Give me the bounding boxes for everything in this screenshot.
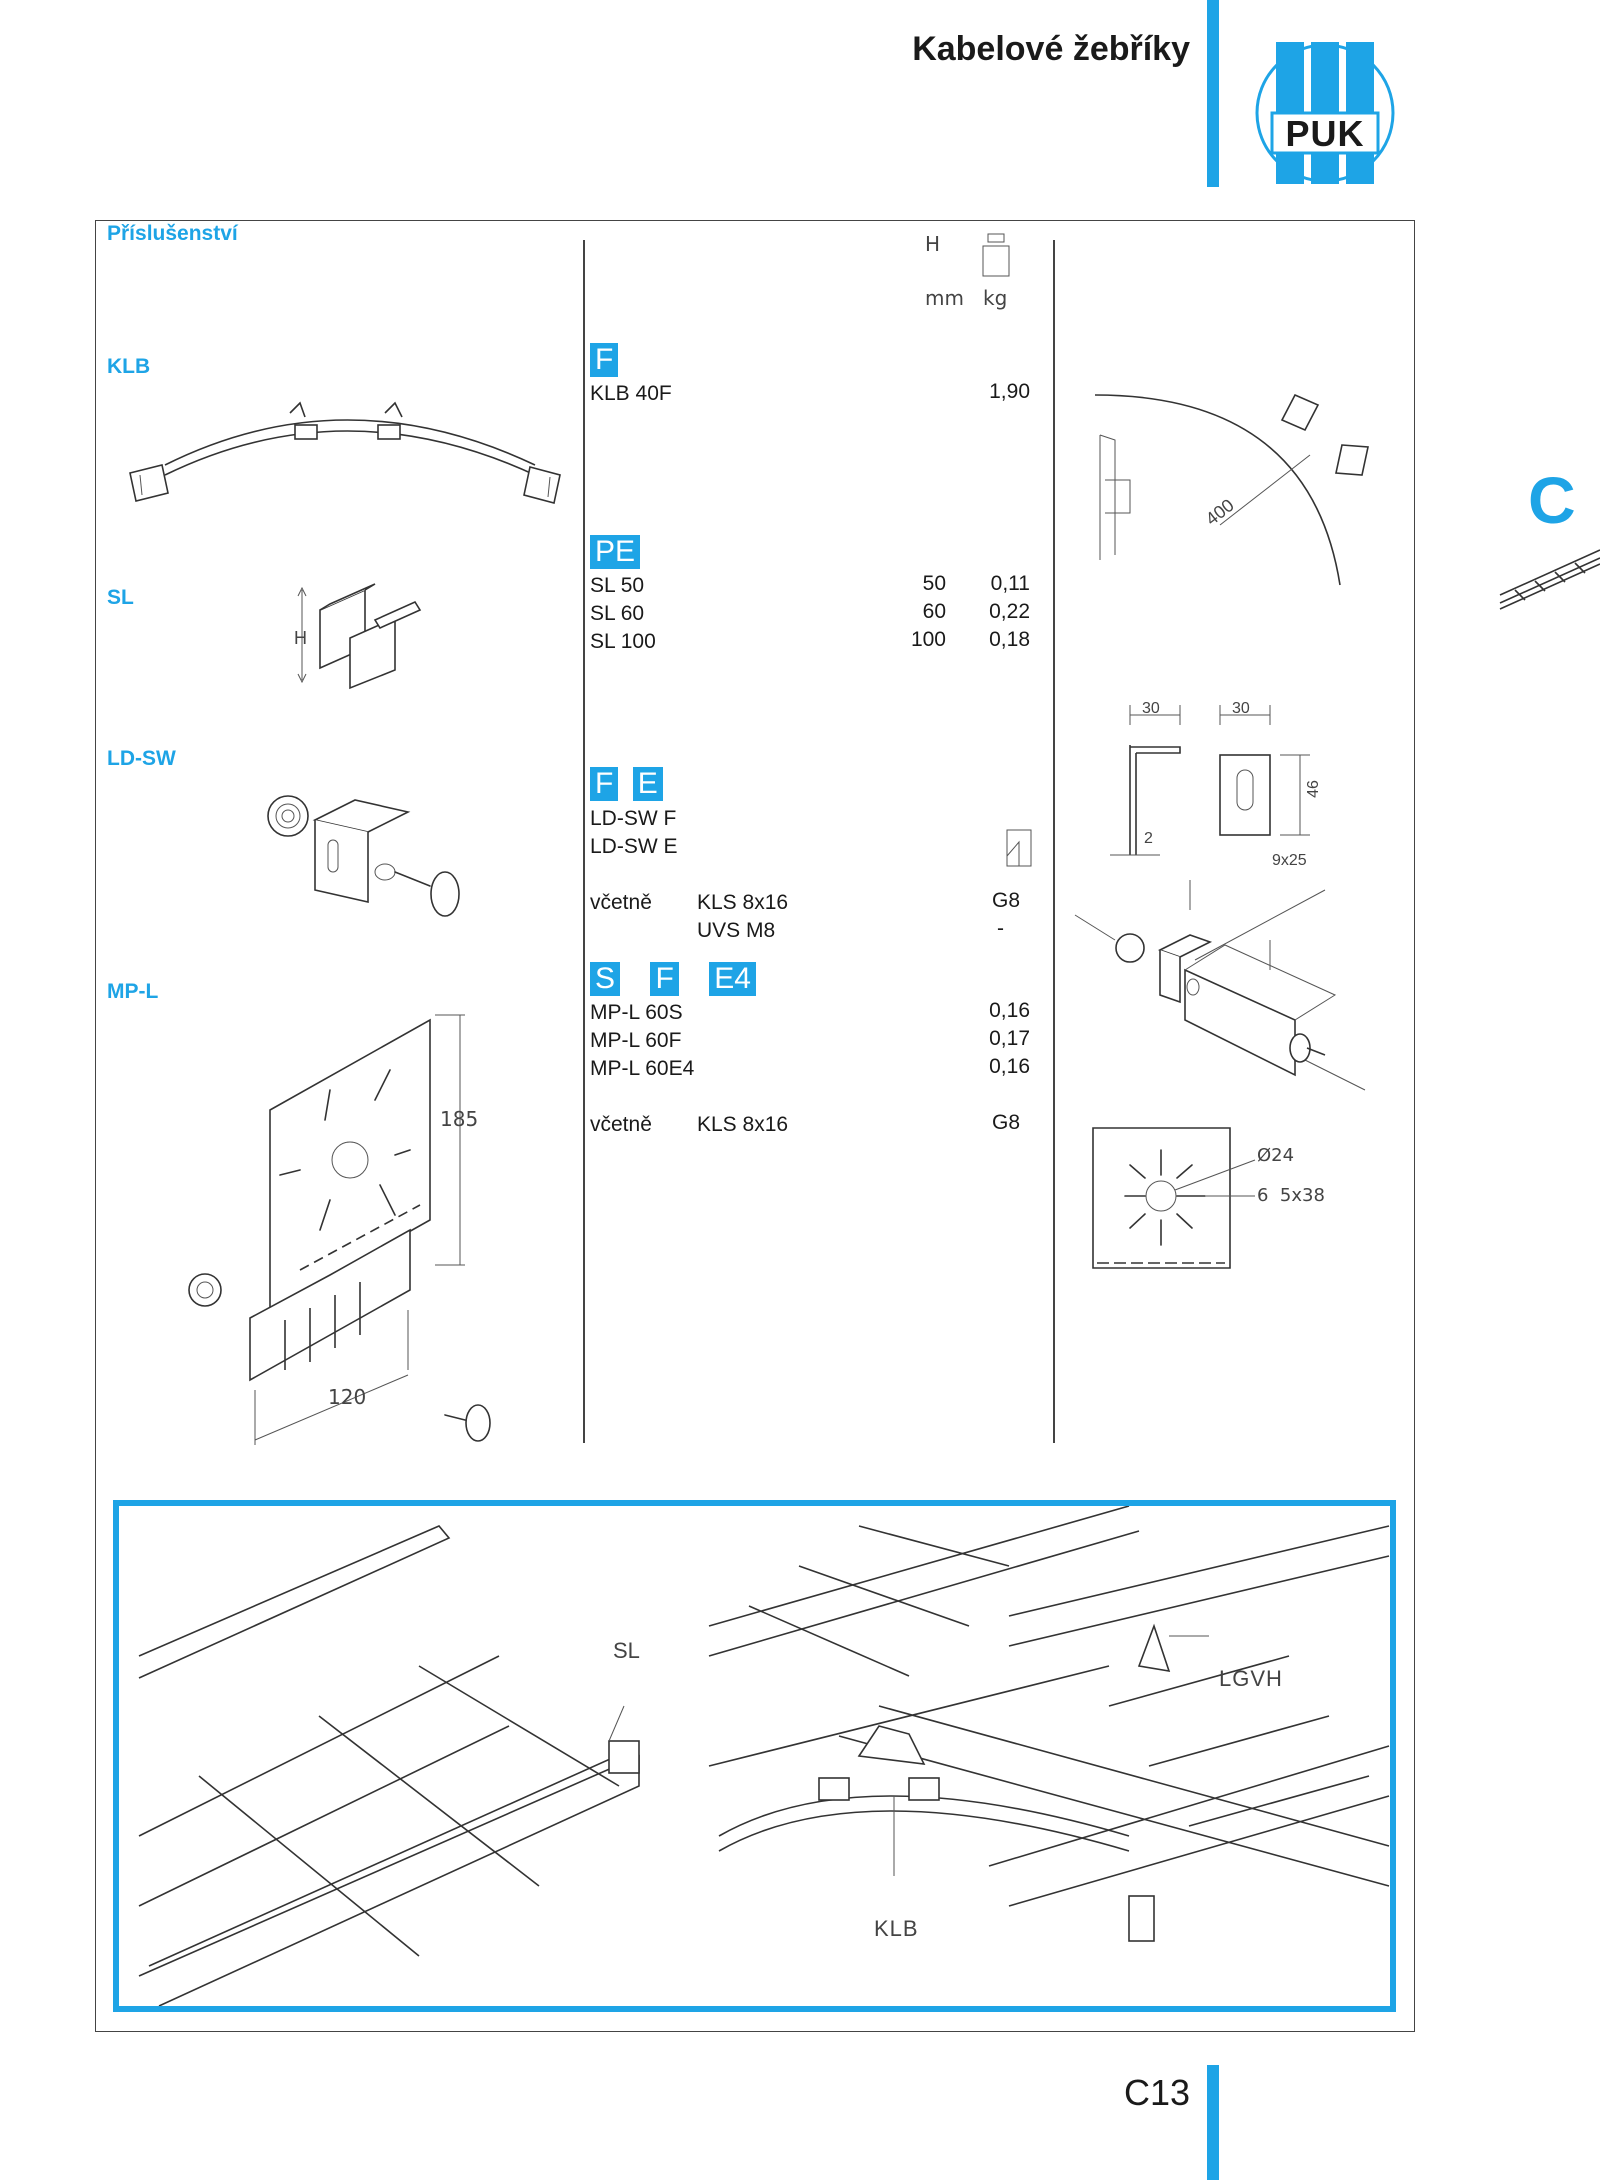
column-divider-left [583,240,585,1443]
footer-accent-bar [1207,2065,1219,2180]
header-accent-bar [1207,0,1219,187]
ldsw-w1-label: 30 [1142,700,1160,717]
sl-drawing [290,580,450,700]
page-number: C13 [1123,2072,1190,2113]
right-junction-drawing [709,1506,1389,2006]
mpl-row-2-kg: 0,17 [989,1027,1030,1050]
sl-row-1-code: SL 50 [590,574,645,597]
ldsw-include-1-value: G8 [991,889,1020,912]
sl-row-2-code: SL 60 [590,602,645,625]
assembly-illustration-box [113,1500,1396,2012]
photo-label-sl: SL [613,1638,640,1663]
mpl-row-2-code: MP-L 60F [590,1029,682,1052]
ldsw-row-2-code: LD-SW E [590,835,678,858]
ldsw-slot-label: 9x25 [1272,852,1307,869]
badge-pe: PE [590,535,640,569]
category-ldsw: LD-SW [107,747,176,770]
ldsw-include-2-value: - [997,917,1004,940]
ldsw-include-1-item: KLS 8x16 [697,891,789,914]
klb-radius-drawing [1080,385,1380,595]
mpl-include-1-item: KLS 8x16 [697,1113,789,1136]
category-mpl: MP-L [107,980,159,1003]
left-ladder-drawing [119,1506,679,2006]
puk-logo-text: PUK [1285,113,1365,154]
page-title: Kabelové žebříky [912,30,1190,68]
sl-row-3-kg: 0,18 [989,628,1030,651]
badge-f: F [650,962,678,996]
h-symbol: H [925,232,941,256]
klb-kg: 1,90 [989,380,1030,403]
badge-f: F [590,767,618,801]
sl-row-1-kg: 0,11 [990,572,1030,595]
badge-e: E [633,767,663,801]
mpl-badges [590,962,756,996]
mpl-row-3-code: MP-L 60E4 [590,1057,695,1080]
ldsw-t-label: 2 [1144,830,1153,847]
badge-s: S [590,962,620,996]
ldsw-drawing [260,790,470,940]
photo-label-klb: KLB [874,1916,919,1941]
note-icon [1005,828,1033,868]
mpl-row-1-kg: 0,16 [989,999,1030,1022]
h-unit: mm [925,286,964,310]
photo-label-lgvh: LGVH [1219,1666,1283,1691]
sl-badges [590,535,640,569]
klb-drawing [120,395,570,525]
mpl-h-label: 185 [440,1107,479,1131]
sl-row-1-h: 50 [922,572,946,595]
ldsw-include-2-item: UVS M8 [697,919,776,942]
klb-radius-label: 400 [1201,494,1238,530]
mpl-row-1-code: MP-L 60S [590,1001,683,1024]
sl-row-3-code: SL 100 [590,630,656,653]
column-divider-right [1053,240,1055,1443]
category-sl: SL [107,586,134,609]
klb-code: KLB 40F [590,382,672,405]
weight-icon [980,232,1012,278]
sl-row-3-h: 100 [910,628,946,651]
mpl-includes-label: včetně [590,1113,652,1136]
section-title: Příslušenství [107,222,238,245]
weight-unit: kg [983,286,1008,310]
category-klb: KLB [107,355,151,378]
ldsw-h-label: 46 [1304,780,1322,798]
side-tab-ladder-icon [1500,545,1600,615]
mpl-include-1-value: G8 [991,1111,1020,1134]
ldsw-row-1-code: LD-SW F [590,807,677,830]
ldsw-badges [590,767,663,801]
sl-row-2-kg: 0,22 [989,600,1030,623]
ldsw-assembly-drawing [1075,880,1375,1100]
sl-h-label: H [294,628,307,648]
mpl-slot-label: 6 5x38 [1257,1185,1325,1206]
ldsw-includes-label: včetně [590,891,652,914]
mpl-hole-label: Ø24 [1257,1145,1295,1166]
badge-e4: E4 [709,962,756,996]
side-tab-letter: C [1528,463,1576,537]
badge-f: F [590,343,618,377]
ldsw-w2-label: 30 [1232,700,1250,717]
sl-row-2-h: 60 [922,600,946,623]
klb-badges [590,343,618,377]
mpl-w-label: 120 [328,1385,367,1409]
mpl-row-3-kg: 0,16 [989,1055,1030,1078]
